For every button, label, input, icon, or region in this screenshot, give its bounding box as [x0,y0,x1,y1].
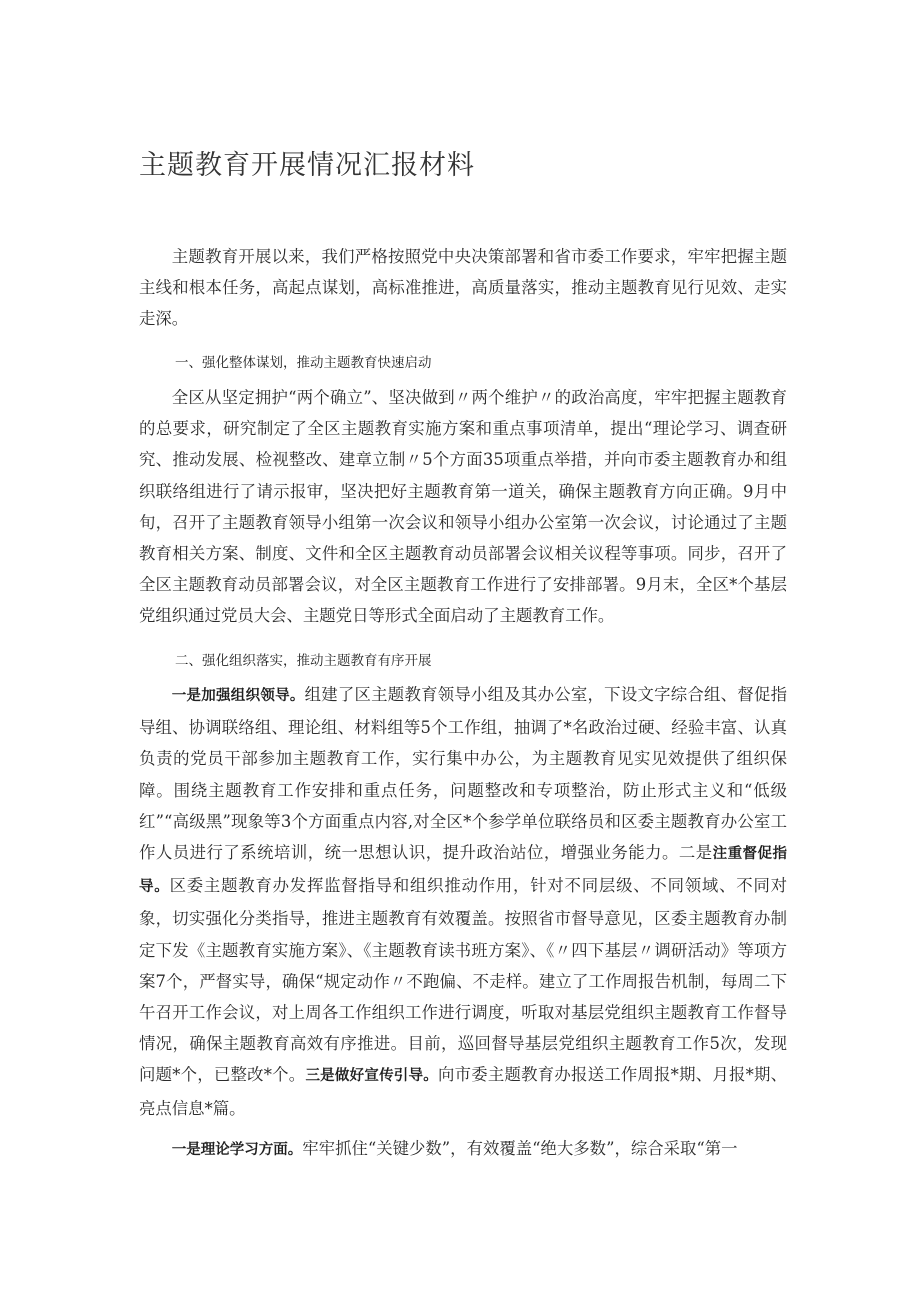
document-title: 主题教育开展情况汇报材料 [139,150,475,181]
intro-paragraph: 主题教育开展以来，我们严格按照党中央决策部署和省市委工作要求，牢牢把握主题主线和根本任务，高起点谋划，高标准推进，高质量落实，推动主题教育见行见效、走实走深。 [139,247,787,329]
section-2-text-2: 区委主题教育办发挥监督指导和组织推动作用，针对不同层级、不同领域、不同对象，切实强化分类指导，推进主题教育有效覆盖。按照省市督导意见，区委主题教育办制定下发《主题教育实施方案》、《主题教育读书班方案》、《〃四下基层〃调研活动》等项方案7个，严督实导，确保“规定动作〃不跑偏、不走样。建立了工作周报告机制，每周二下午召开工作会议，对上周各工作组织工作进行调度，听取对基层党组织主题教育工作督导情况，确保主题教育高效有序推进。目前，巡回督导基层党组织主题教育工作5次，发现问题*个，已整改*个。 [139,876,788,1085]
section-3-text: 牢牢抓住“关键少数”，有效覆盖“绝大多数”，综合采取“第一 [302,1139,738,1158]
section-1-body: 全区从坚定拥护“两个确立”、坚决做到〃两个维护〃的政治高度，牢牢把握主题教育的总要求，研究制定了全区主题教育实施方案和重点事项清单，提出“理论学习、调查研究、推动发展、检视整改、建章立制〃5个方面35项重点举措，并向市委主题教育办和组织联络组进行了请示报审，坚决把好主题教育第一道关，确保主题教育方向正确。9月中旬，召开了主题教育领导小组第一次会议和领导小组办公室第一次会议，讨论通过了主题教育相关方案、制度、文件和全区主题教育动员部署会议相关议程等事项。同步，召开了全区主题教育动员部署会议，对全区主题教育工作进行了安排部署。9月末，全区*个基层党组织通过党员大会、主题党日等形式全面启动了主题教育工作。 [139,388,787,626]
section-2-text-1: 组建了区主题教育领导小组及其办公室，下设文字综合组、督促指导组、协调联络组、理论组、材料组等5个工作组，抽调了*名政治过硬、经验丰富、认真负责的党员干部参加主题教育工作，实行集中办公，为主题教育见实见效提供了组织保障。围绕主题教育工作安排和重点任务，问题整改和专项整治，防止形式主义和“低级红”“高级黑”现象等3个方面重点内容,对全区*个参学单位联络员和区委主题教育办公室工作人员进行了系统培训，统一思想认识，提升政治站位，增强业务能力。二是 [139,685,787,863]
section-2-text-3: 向市委主题教育办报送工作周报*期、月报*期、亮点信息*篇。 [139,1065,788,1118]
lead-strengthen-leadership: 一是加强组织领导。 [171,688,305,704]
lead-supervision-guidance: 注重督促指导。 [139,846,788,896]
lead-theory-study: 一是理论学习方面。 [171,1142,303,1158]
section-2-body [139,679,787,1124]
section-3-body [139,1133,787,1166]
section-1-heading: 一、强化整体谋划，推动主题教育快速启动 [175,355,432,371]
lead-publicity-guidance: 三是做好宣传引导。 [305,1068,438,1085]
section-2-heading: 二、强化组织落实，推动主题教育有序开展 [175,653,432,669]
